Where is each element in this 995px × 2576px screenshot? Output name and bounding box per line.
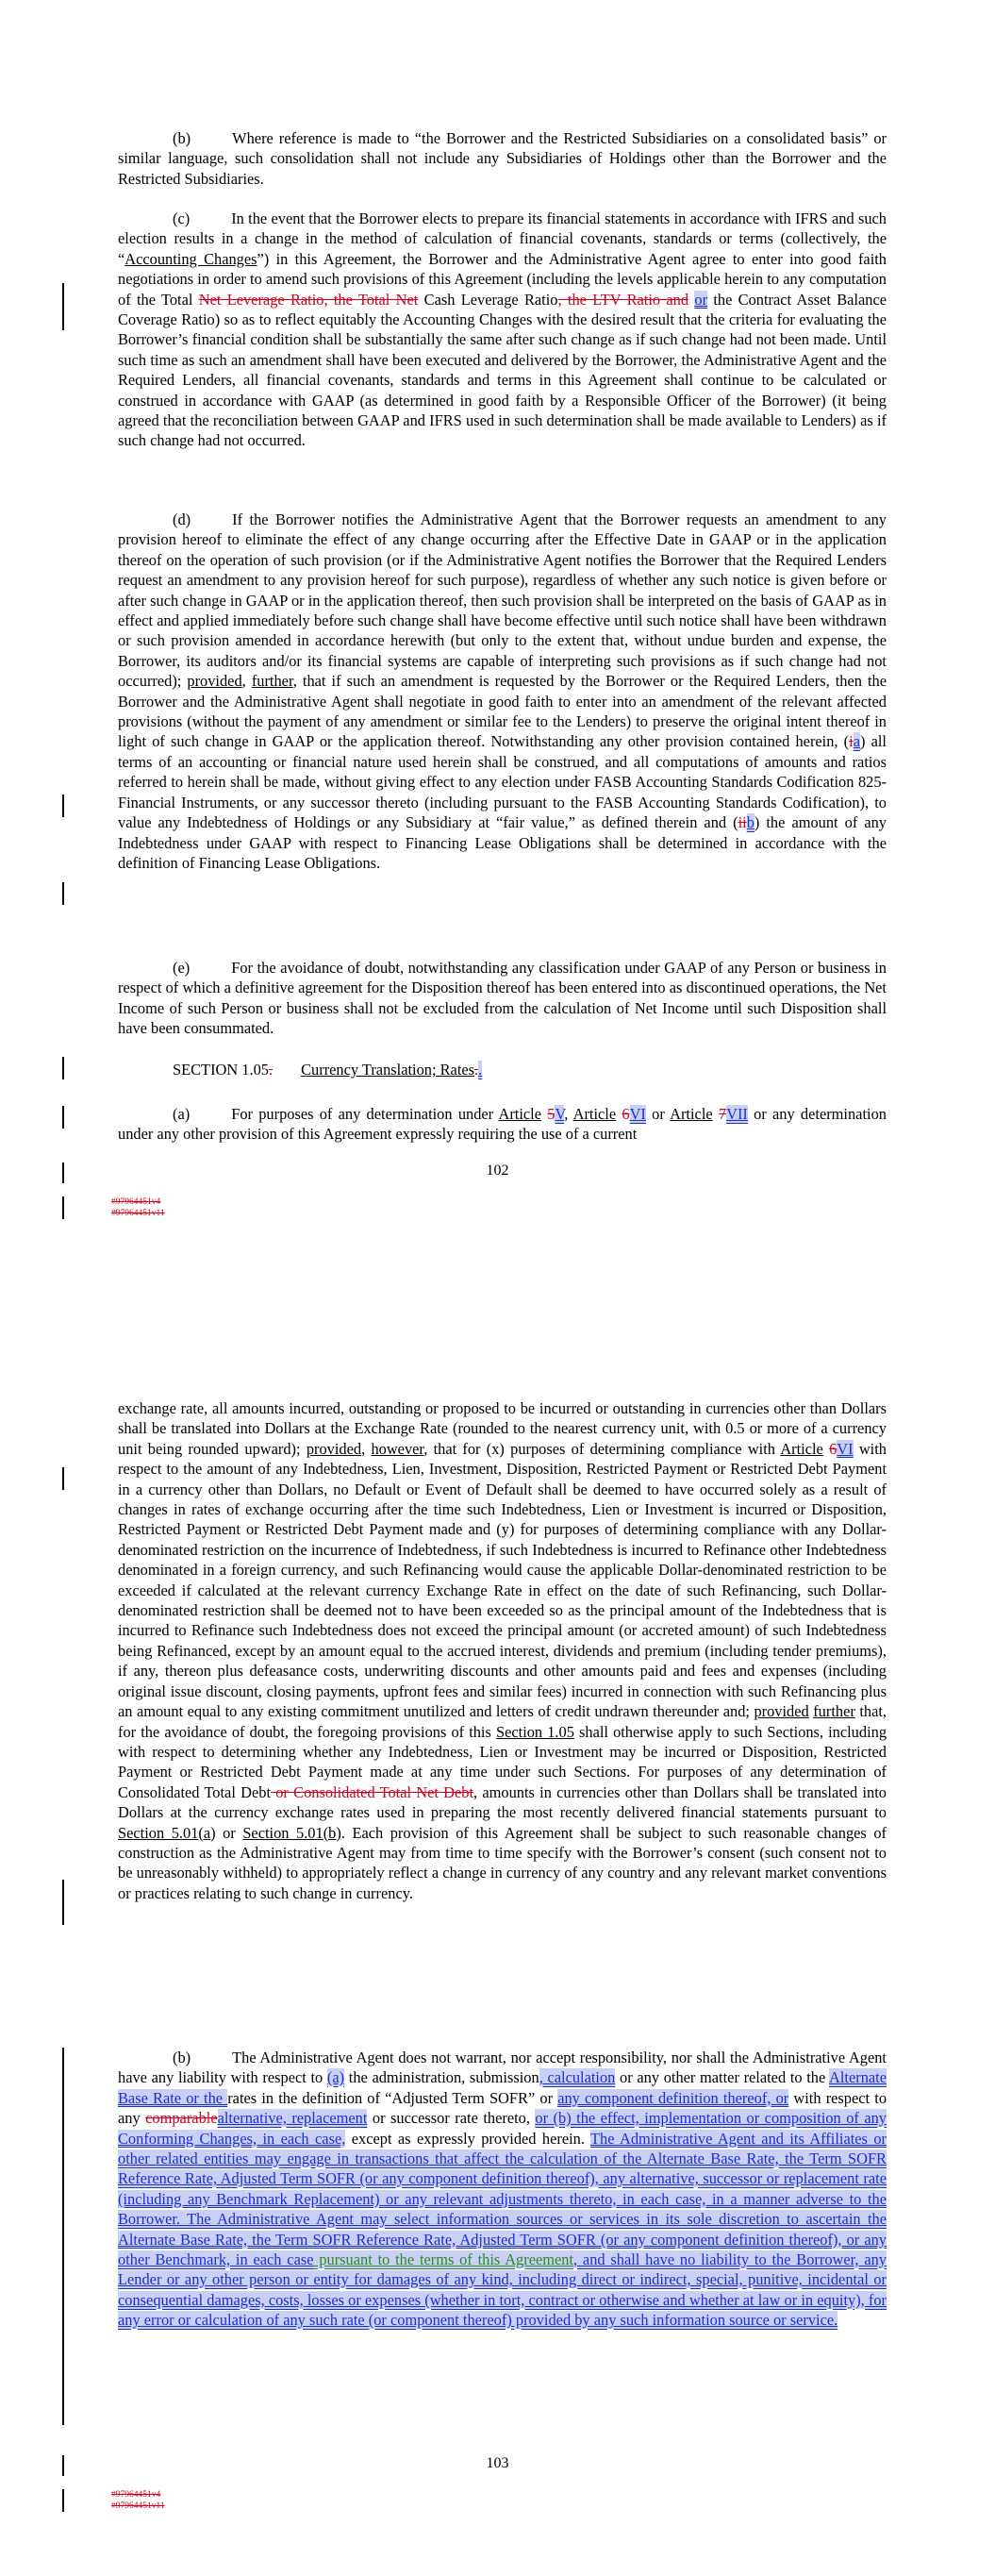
insertion: VII xyxy=(726,1105,748,1123)
deletion: 5 xyxy=(547,1105,556,1123)
change-bar xyxy=(62,2455,64,2476)
insertion-moved: pursuant to the terms of this Agreement xyxy=(313,2250,574,2269)
cross-reference: Section 5.01(b) xyxy=(242,1823,341,1842)
insertion: or xyxy=(694,290,708,309)
deletion: 7 xyxy=(718,1105,727,1123)
deletion: Net Leverage Ratio, the Total Net xyxy=(198,290,419,309)
insertion: b xyxy=(746,813,755,832)
deletion: ii xyxy=(738,813,747,832)
document-id: #97964451v11 xyxy=(111,1209,165,1218)
text-run: with respect to the amount of any Indebtedness, Lien, Investment, Disposition, Restricted Payment or Restricted Debt Payment in a currency other than Dollars, no Default or Event of Default shall be deemed to have occurred solely as a result of changes in rates of exchange occurring after the time such Indebtedness, Lien or Investment is incurred or Disposition, Restricted Payment or Restricted Debt Payment made and (y) for purposes of determining compliance with any Dollar-denominated restriction on the incurrence of Indebtedness, if such Indebtedness is incurred to Refinance other Indebtedness denominated in a foreign currency, and such Refinancing would cause the applicable Dollar-denominated restriction to be exceeded if calculated at the relevant currency Exchange Rate in effect on the date of such Refinancing, such Dollar-denominated restriction shall be deemed not to have been exceeded so as the principal amount of the Indebtedness that is incurred to Refinance such Indebtedness does not exceed the principal amount (or accreted amount) of such Indebtedness being Refinanced, except by an amount equal to the accrued interest, dividends and premium (including tender premiums), if any, thereon plus defeasance costs, underwriting discounts and other amounts paid and fees and expenses (including original issue discount, closing payments, upfront fees and similar fees) incurred in connection with such Refinancing plus an amount equal to any existing commitment unutilized and letters of credit undrawn thereunder and; xyxy=(118,1439,887,1721)
insertion: Alternate Base Rate or the xyxy=(118,2068,887,2107)
document-id: #97964451v11 xyxy=(111,2501,165,2511)
page-number: 102 xyxy=(486,1163,509,1179)
defined-term: further xyxy=(251,672,293,691)
text-run: rates in the definition of “Adjusted Term SOFR” or xyxy=(227,2088,558,2107)
cross-reference: Section 5.01(a) xyxy=(118,1823,216,1842)
cross-reference: Section 1.05 xyxy=(495,1722,574,1741)
insertion: a xyxy=(853,732,860,751)
deletion: 6 xyxy=(829,1439,837,1458)
change-bar xyxy=(62,1106,64,1129)
text-run: except as expressly provided herein. xyxy=(345,2129,591,2148)
page-103 xyxy=(0,1255,995,2576)
page-102 xyxy=(0,0,995,1255)
document-id: #97964451v4 xyxy=(111,2490,161,2500)
text-run: the Contract Asset Balance Coverage Ratio) so as to reflect equitably the Accounting Changes with the desired result that the criteria for evaluating the Borrower’s financial condition shall be substantially the same after such change as if such change had not been made. Until such time as such an amendment shall have been executed and delivered by the Borrower, the Administrative Agent and the Required Lenders, all financial covenants, standards and terms in this Agreement shall continue to be calculated or construed in accordance with GAAP (as determined in good faith by a Responsible Officer of the Borrower) (it being agreed that the reconciliation between GAAP and IFRS used in such determination shall be made available to Lenders) as if such change had not occurred. xyxy=(118,290,887,450)
insertion: V xyxy=(555,1105,565,1123)
text-run: For purposes of any determination under xyxy=(231,1105,499,1123)
document-id-footer xyxy=(111,2489,165,2512)
paragraph-b xyxy=(118,128,887,189)
paragraph-c xyxy=(118,209,887,451)
deletion: or Consolidated Total Net Debt xyxy=(271,1782,474,1801)
paragraph-a: (a) For purposes of any determination under Article 5V, Article 6VI or Article 7VII or any determination under any other provision of this Agreement expressly requiring the use of a current xyxy=(118,1105,887,1144)
change-bar xyxy=(62,283,64,330)
change-bar xyxy=(62,1163,64,1183)
document-id-footer xyxy=(111,1196,165,1219)
text-run: with respect to any xyxy=(118,2088,887,2128)
insertion: VI xyxy=(837,1439,854,1458)
defined-term: however xyxy=(371,1439,424,1458)
defined-term: Accounting Changes xyxy=(124,249,257,268)
paragraph-text: Where reference is made to “the Borrower and the Restricted Subsidiaries on a consolidated basis” or similar language, such consolidation shall not include any Subsidiaries of Holdings other than the Borrower and the Restricted Subsidiaries. xyxy=(118,129,887,188)
defined-term: provided xyxy=(187,672,242,691)
deletion: . xyxy=(269,1061,274,1079)
section-number: SECTION 1.05 xyxy=(173,1061,269,1079)
change-bar xyxy=(62,2489,64,2512)
insertion: . xyxy=(478,1061,483,1079)
defined-term: further xyxy=(813,1702,855,1721)
text-run: or any determination under any other provision of this Agreement expressly requiring the use of a current xyxy=(118,1105,887,1144)
text-run: Cash Leverage Ratio xyxy=(418,290,558,309)
change-bar xyxy=(62,1057,64,1079)
insertion: (a) xyxy=(326,2068,345,2087)
text-run: ) all terms of an accounting or financial nature used herein shall be construed, and all computations of amounts and ratios referred to herein shall be made, without giving effect to any election under FASB Accounting Standards Codification 825-Financial Instruments, or any successor thereto (including pursuant to the FASB Accounting Standards Codification), to value any Indebtedness of Holdings or any Subsidiary at “fair value,” as defined therein and ( xyxy=(118,732,887,832)
text-run: , that for (x) purposes of determining compliance with xyxy=(423,1439,781,1458)
paragraph-a-continued xyxy=(118,1398,887,1903)
cross-reference: Article xyxy=(498,1105,541,1123)
deletion: , the LTV Ratio and xyxy=(557,290,689,309)
text-run: ”) in this Agreement, the Borrower and the Administrative Agent agree to enter into good faith negotiations in order to amend such provisions of this Agreement (including the levels applicable herein to any computation of the Total xyxy=(118,249,887,309)
insertion: The Administrative Agent and its Affiliates or other related entities may engage in transactions that affect the calculation of the Alternate Base Rate, the Term SOFR Reference Rate, Adjusted Term SOFR (or any component definition thereof), any alternative, successor or replacement rate (including any Benchmark Replacement) or any relevant adjustments thereto, in each case, in a manner adverse to the Borrower. The Administrative Agent may select information sources or services in its sole discretion to ascertain the Alternate Base Rate, the Term SOFR Reference Rate, Adjusted Term SOFR (or any component definition thereof), or any other Benchmark, in each case xyxy=(118,2129,887,2269)
cross-reference: Article xyxy=(572,1105,617,1123)
text-run: , xyxy=(361,1439,372,1458)
deletion: comparable xyxy=(145,2109,218,2128)
change-bar xyxy=(62,795,64,817)
paragraph-label: (c) xyxy=(173,209,191,227)
deletion: i xyxy=(849,732,854,751)
text-run: In the event that the Borrower elects to prepare its financial statements in accordance with IFRS and such election results in a change in the method of calculation of financial covenants, standards or terms (collectively, the “ xyxy=(118,209,887,268)
text-run: or any other matter related to the xyxy=(615,2068,830,2087)
paragraph-e xyxy=(118,958,887,1039)
section-heading xyxy=(118,1060,887,1079)
paragraph-d xyxy=(118,510,887,873)
text-run: the administration, submission xyxy=(344,2068,539,2087)
text-run: shall otherwise apply to such Sections, including with respect to determining whether any Indebtedness, Lien or Investment may be incurred or Disposition, Restricted Payment or Restricted Debt Payment made at any time under such Sections. For purposes of any determination of Consolidated Total Debt xyxy=(118,1722,887,1801)
paragraph-label: (e) xyxy=(173,959,191,977)
paragraph-b xyxy=(118,2048,887,2331)
change-bar xyxy=(62,882,64,905)
text-run: ) the amount of any Indebtedness under GAAP with respect to Financing Lease Obligations shall be determined in accordance with the definition of Financing Lease Obligations. xyxy=(118,813,887,872)
insertion: , calculation xyxy=(539,2068,616,2087)
text-run: or xyxy=(652,1105,665,1123)
deletion: 6 xyxy=(622,1105,630,1123)
text-run: that, for the avoidance of doubt, the foregoing provisions of this xyxy=(118,1702,887,1741)
cross-reference: Article xyxy=(670,1105,713,1123)
insertion: alternative, replacement xyxy=(217,2109,368,2128)
text-run: , that if such an amendment is requested by the Borrower or the Required Lenders, then the Borrower and the Administrative Agent shall negotiate in good faith to enter into an amendment of the relevant affected provisions (without the payment of any amendment or similar fee to the Lenders) to preserve the original intent thereof in light of such change in GAAP or the application thereof. Notwithstanding any other provision contained herein, ( xyxy=(118,672,887,751)
change-bar xyxy=(62,2048,64,2425)
change-bar xyxy=(62,1467,64,1490)
deletion: . xyxy=(474,1061,479,1079)
insertion: VI xyxy=(629,1105,646,1123)
defined-term: provided xyxy=(306,1439,362,1458)
paragraph-label: (b) xyxy=(173,2049,191,2066)
document-id: #97964451v4 xyxy=(111,1197,161,1207)
insertion: or (b) the effect, implementation or composition of any Conforming Changes, in each case, xyxy=(118,2109,887,2148)
text-run: , amounts in currencies other than Dollars shall be translated into Dollars at the currency exchange rates used in preparing the most recently delivered financial statements pursuant to xyxy=(118,1782,887,1822)
text-run: exchange rate, all amounts incurred, outstanding or proposed to be incurred or outstanding in currencies other than Dollars shall be translated into Dollars at the Exchange Rate (rounded to the nearest currency unit, with 0.5 or more of a currency unit being rounded upward); xyxy=(118,1399,887,1458)
insertion: any component definition thereof, or xyxy=(557,2088,789,2107)
insertion: , and shall have no liability to the Borrower, any Lender or any other person or entity for damages of any kind, including direct or indirect, special, punitive, incidental or consequential damages, costs, losses or expenses (whether in tort, contract or otherwise and whether at law or in equity), for any error or calculation of any such rate (or component thereof) provided by any such information source or service. xyxy=(118,2250,887,2330)
text-run: or successor rate thereto, xyxy=(367,2109,536,2128)
paragraph-label: (a) xyxy=(173,1105,191,1123)
paragraph-label: (b) xyxy=(173,129,191,147)
defined-term: provided xyxy=(754,1702,809,1721)
cross-reference: Article xyxy=(780,1439,823,1458)
change-bar xyxy=(62,1196,64,1219)
text-run: or xyxy=(215,1823,243,1842)
text-run: If the Borrower notifies the Administrative Agent that the Borrower requests an amendment to any provision hereof to eliminate the effect of any change occurring after the Effective Date in GAAP or in the application thereof on the operation of such provision (or if the Administrative Agent notifies the Borrower that the Required Lenders request an amendment to any provision hereof for such purpose), regardless of whether any such notice is given before or after such change in GAAP or in the application thereof, then such provision shall be interpreted on the basis of GAAP as in effect and applied immediately before such change shall have become effective until such notice shall have been withdrawn or such provision amended in accordance herewith (but only to the extent that, without undue burden and expense, the Borrower, its auditors and/or its financial systems are capable of interpreting such provisions as if such change had not occurred); xyxy=(118,510,887,691)
page-number: 103 xyxy=(486,2455,509,2471)
section-title: Currency Translation; Rates xyxy=(301,1061,475,1079)
change-bar xyxy=(62,1880,64,1925)
paragraph-text: For the avoidance of doubt, notwithstanding any classification under GAAP of any Person or business in respect of which a definitive agreement for the Disposition thereof has been entered into as discontinued operations, the Net Income of such Person or business shall not be excluded from the calculation of Net Income until such Disposition shall have been consummated. xyxy=(118,959,887,1038)
text-run: , xyxy=(241,672,252,691)
paragraph-label: (d) xyxy=(173,510,191,528)
text-run: . Each provision of this Agreement shall be subject to such reasonable changes of construction as the Administrative Agent may from time to time specify with the Borrower’s consent (such consent not to be unreasonably withheld) to appropriately reflect a change in currency of any country and any relevant market conventions or practices relating to such change in currency. xyxy=(118,1823,887,1902)
text-run: The Administrative Agent does not warrant, nor accept responsibility, nor shall the Administrative Agent have any liability with respect to xyxy=(118,2049,887,2087)
